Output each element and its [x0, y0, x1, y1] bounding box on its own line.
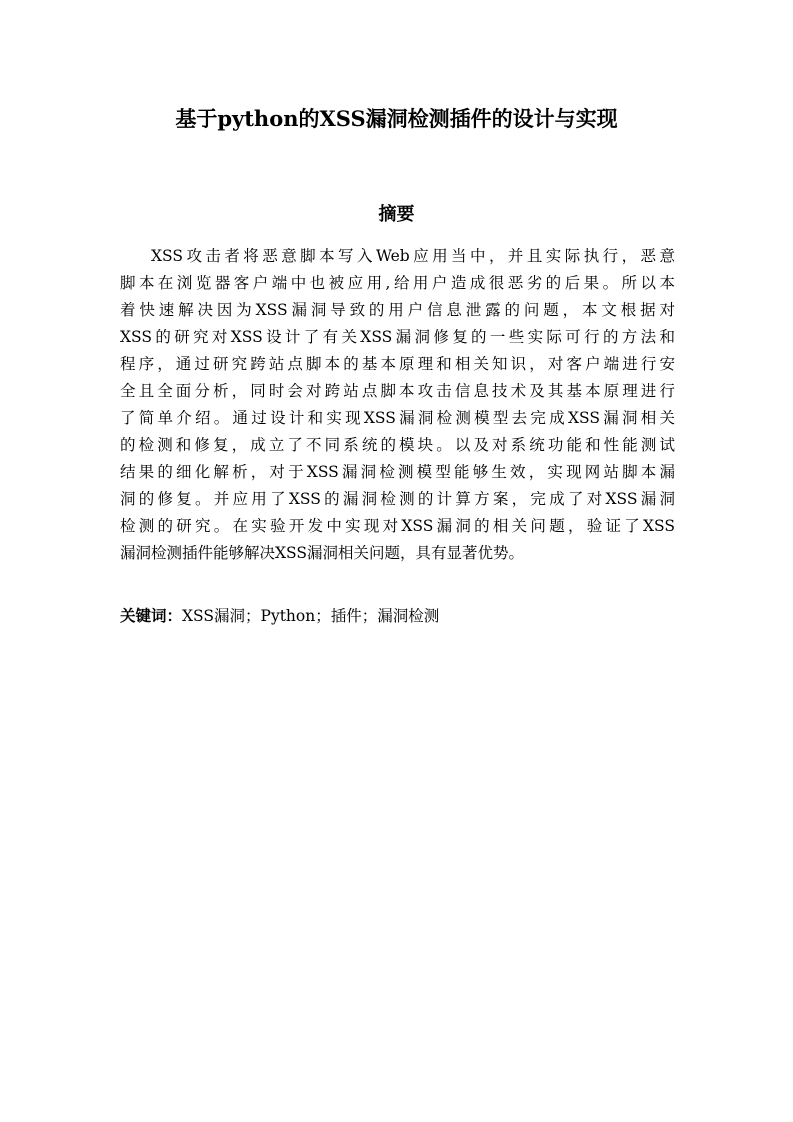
abstract-line: 着快速解决因为XSS漏洞导致的用户信息泄露的问题，本文根据对: [120, 301, 675, 319]
keywords: [120, 603, 675, 629]
abstract-line: 结果的细化解析，对于XSS漏洞检测模型能够生效，实现网站脚本漏: [120, 463, 675, 481]
abstract-body: [120, 243, 675, 567]
abstract-heading: 摘要: [378, 204, 415, 225]
abstract-line: 漏洞检测插件能够解决XSS漏洞相关问题，具有显著优势。: [120, 544, 525, 562]
abstract-line: 程序，通过研究跨站点脚本的基本原理和相关知识，对客户端进行安: [120, 355, 675, 373]
abstract-line: XSS攻击者将恶意脚本写入Web应用当中，并且实际执行，恶意: [151, 247, 675, 265]
paper-title: 基于python的XSS漏洞检测插件的设计与实现: [175, 106, 618, 131]
abstract-line: XSS的研究对XSS设计了有关XSS漏洞修复的一些实际可行的方法和: [120, 328, 675, 346]
abstract-line: 全且全面分析，同时会对跨站点脚本攻击信息技术及其基本原理进行: [120, 382, 675, 400]
abstract-line: 脚本在浏览器客户端中也被应用,给用户造成很恶劣的后果。所以本: [120, 274, 675, 292]
keywords-label: 关键词：: [120, 607, 183, 625]
abstract-line: 了简单介绍。通过设计和实现XSS漏洞检测模型去完成XSS漏洞相关: [120, 409, 675, 427]
abstract-line: 洞的修复。并应用了XSS的漏洞检测的计算方案，完成了对XSS漏洞: [120, 490, 675, 508]
keywords-text: XSS漏洞；Python；插件；漏洞检测: [182, 607, 440, 625]
abstract-line: 的检测和修复，成立了不同系统的模块。以及对系统功能和性能测试: [120, 436, 675, 454]
abstract-line: 检测的研究。在实验开发中实现对XSS漏洞的相关问题，验证了XSS: [120, 517, 675, 535]
